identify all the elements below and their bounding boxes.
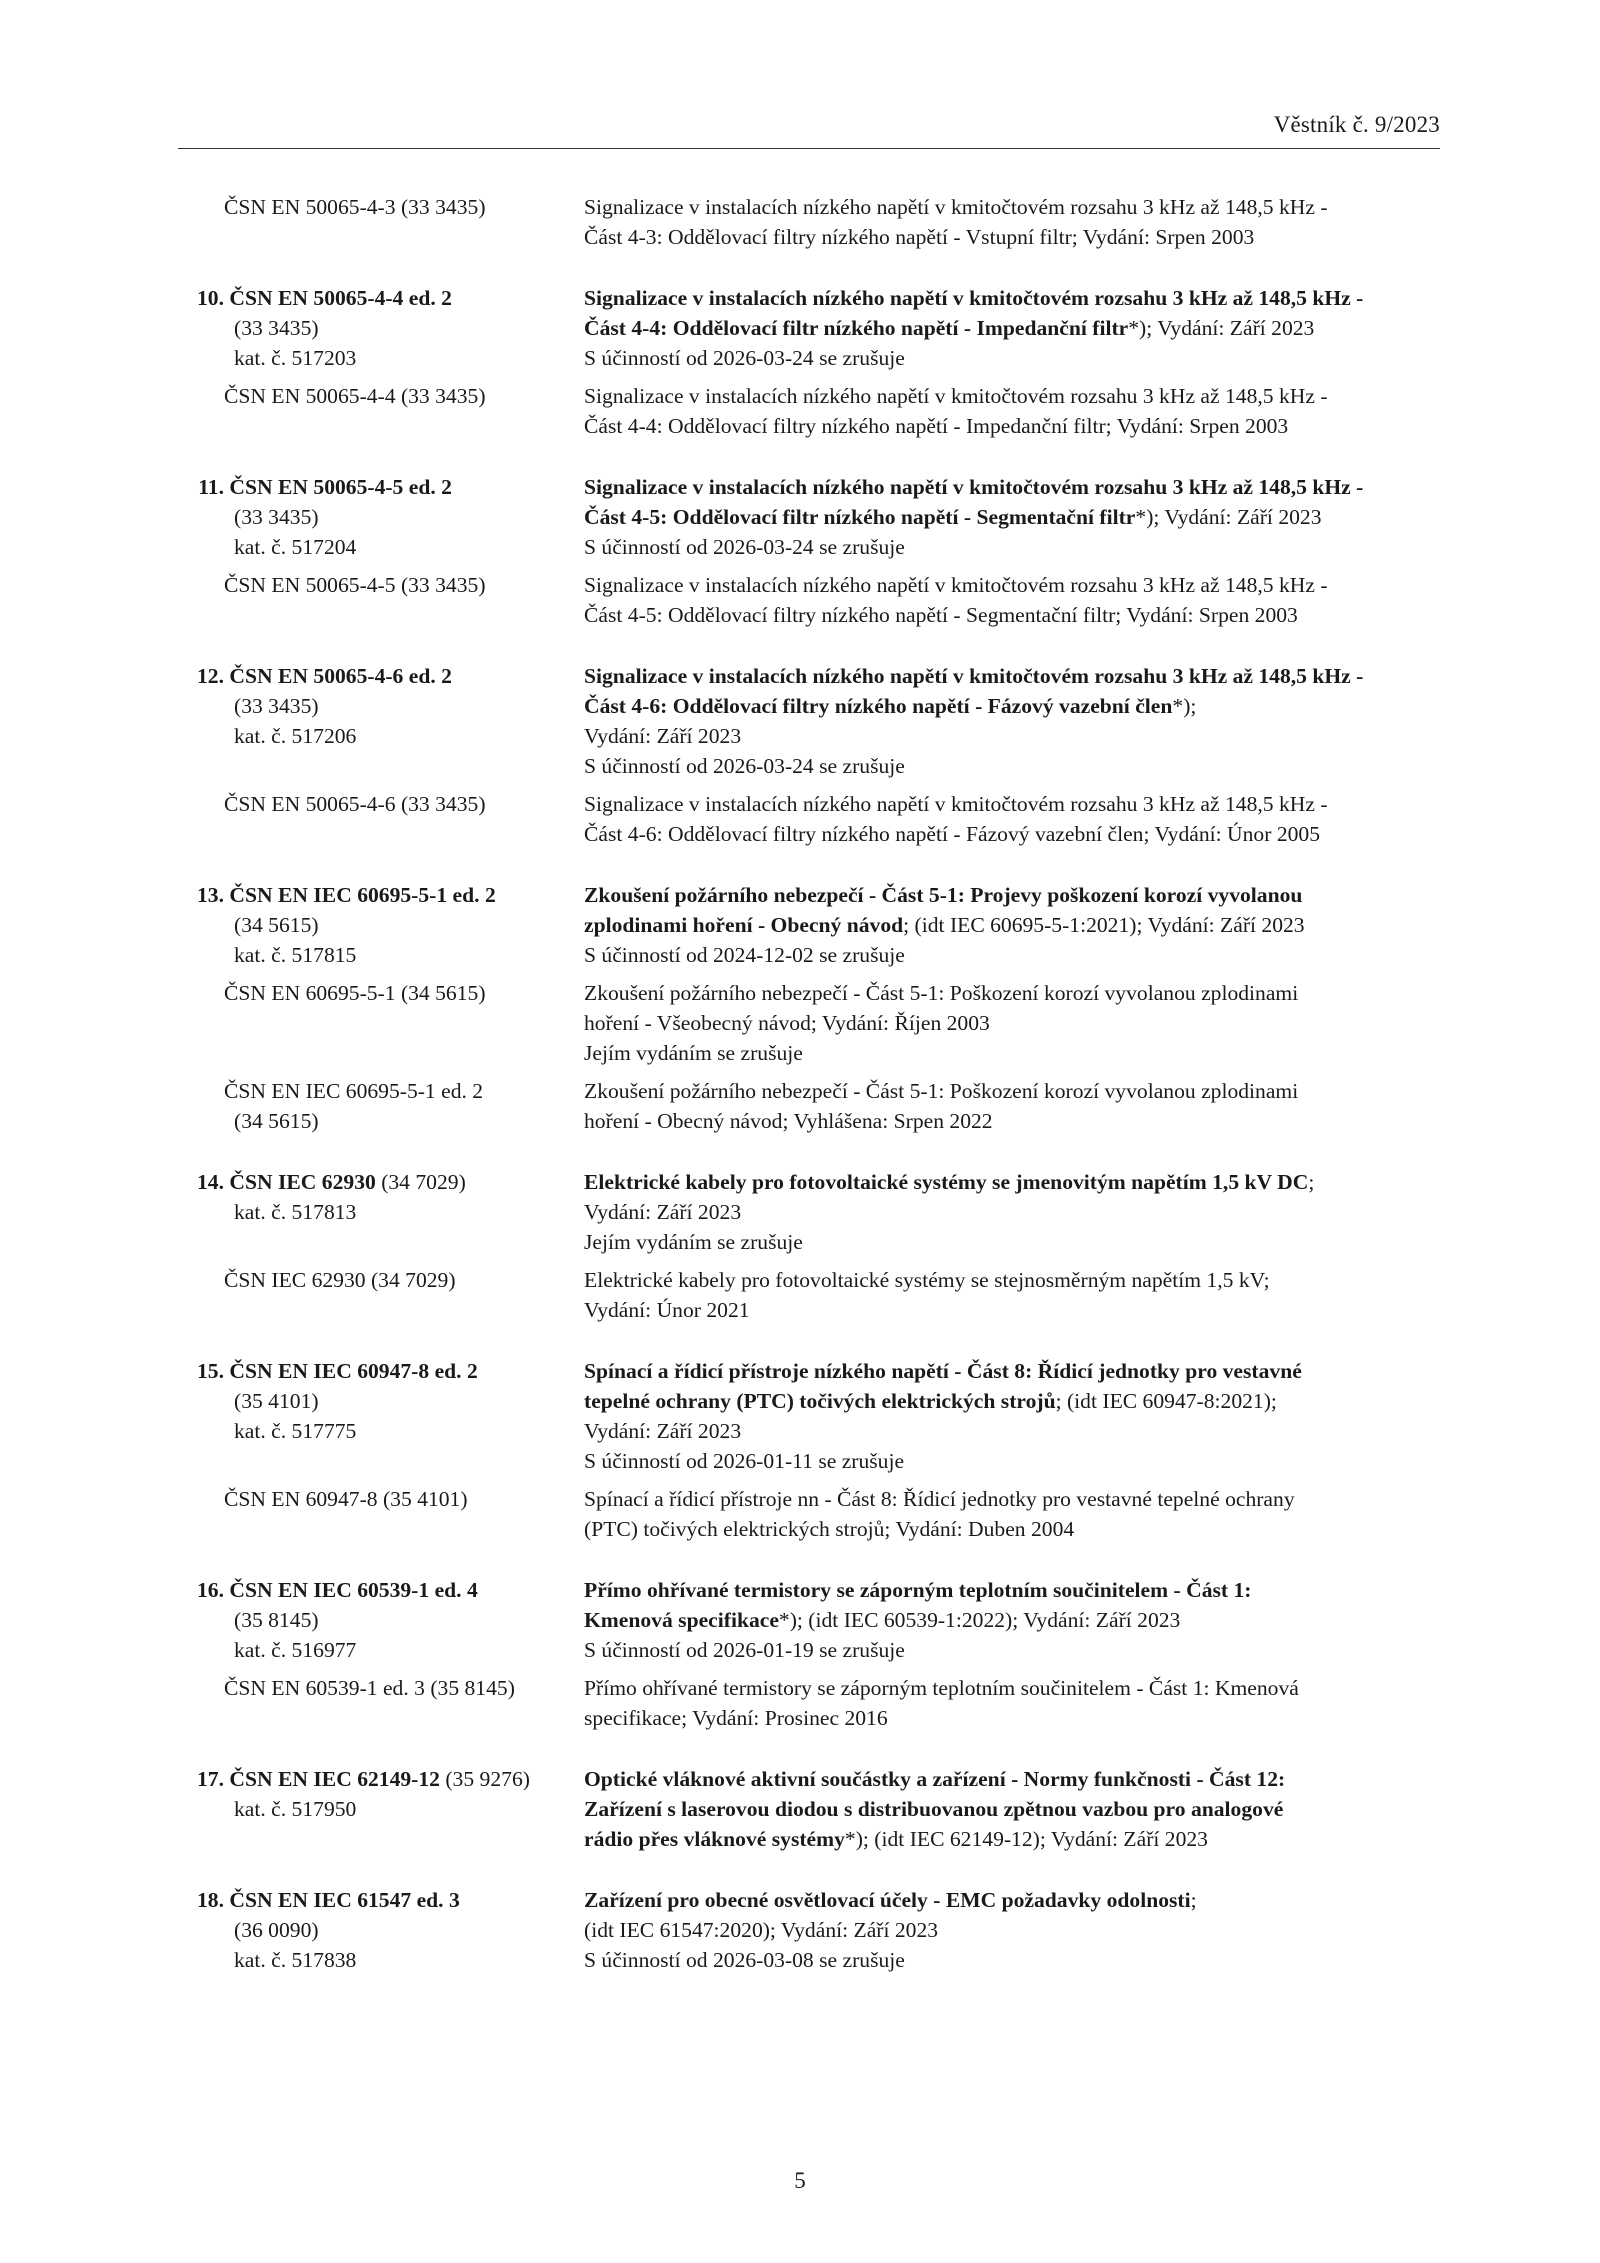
replaced-standard [178, 1265, 1458, 1325]
catalog-number: kat. č. 517813 [234, 1200, 357, 1224]
class-code: (33 3435) [234, 694, 319, 718]
withdrawal-note: S účinností od 2024-12-02 se zrušuje [584, 943, 905, 967]
issue-info: ; (idt IEC 60695-5-1:2021); Vydání: Září 2023 [903, 913, 1305, 937]
standard-title-line: hoření - Obecný návod; Vyhlášena: Srpen 2022 [584, 1109, 993, 1133]
standard-code: ČSN EN 50065-4-4 (33 3435) [224, 384, 486, 408]
class-code: (35 4101) [234, 1389, 319, 1413]
replaced-standard [178, 978, 1458, 1068]
catalog-number: kat. č. 517775 [234, 1419, 357, 1443]
withdrawal-note: S účinností od 2026-03-24 se zrušuje [584, 754, 905, 778]
standard-title-line: rádio přes vláknové systémy [584, 1827, 845, 1851]
standard-title-line: Zkoušení požárního nebezpečí - Část 5-1: Poškození korozí vyvolanou zplodinami [584, 1079, 1299, 1103]
standard-title-line: Signalizace v instalacích nízkého napětí v kmitočtovém rozsahu 3 kHz až 148,5 kHz - [584, 573, 1328, 597]
catalog-number: kat. č. 517950 [234, 1797, 357, 1821]
entry-number: 12. [197, 664, 224, 688]
standard-code: ČSN EN 50065-4-3 (33 3435) [224, 195, 486, 219]
standard-code: ČSN EN IEC 62149-12 [229, 1767, 440, 1791]
standard-title-line: Zařízení pro obecné osvětlovací účely - EMC požadavky odolnosti [584, 1888, 1191, 1912]
new-standard [178, 1764, 1458, 1854]
standard-title-line: Část 4-5: Oddělovací filtr nízkého napětí - Segmentační filtr [584, 505, 1136, 529]
standard-title-line: Signalizace v instalacích nízkého napětí v kmitočtovém rozsahu 3 kHz až 148,5 kHz - [584, 792, 1328, 816]
standard-code: ČSN EN 50065-4-5 ed. 2 [229, 475, 452, 499]
standard-title-line: tepelné ochrany (PTC) točivých elektrických strojů [584, 1389, 1056, 1413]
catalog-number: kat. č. 517203 [234, 346, 357, 370]
class-code: (36 0090) [234, 1918, 319, 1942]
new-standard [178, 880, 1458, 970]
standard-title-line: Elektrické kabely pro fotovoltaické systémy se stejnosměrným napětím 1,5 kV; [584, 1268, 1270, 1292]
issue-info: *); Vydání: Září 2023 [1135, 505, 1322, 529]
issue-info: *); (idt IEC 60539-1:2022); Vydání: Září 2023 [778, 1608, 1181, 1632]
issue-info: Vydání: Únor 2021 [584, 1298, 750, 1322]
page-number: 5 [794, 2168, 806, 2193]
catalog-number: kat. č. 517815 [234, 943, 357, 967]
issue-info: *); (idt IEC 62149-12); Vydání: Září 2023 [844, 1827, 1208, 1851]
standard-title-line: Signalizace v instalacích nízkého napětí v kmitočtovém rozsahu 3 kHz až 148,5 kHz - [584, 286, 1364, 310]
replaced-standard [178, 1484, 1458, 1544]
class-code: (34 5615) [234, 1109, 319, 1133]
standard-title-line: Optické vláknové aktivní součástky a zařízení - Normy funkčnosti - Část 12: [584, 1767, 1286, 1791]
standard-code: ČSN EN 50065-4-5 (33 3435) [224, 573, 486, 597]
class-code: (35 8145) [234, 1608, 319, 1632]
issue-info: ; (idt IEC 60947-8:2021); [1055, 1389, 1277, 1413]
standard-title-line: Část 4-4: Oddělovací filtr nízkého napětí - Impedanční filtr [584, 316, 1129, 340]
standard-title-line: Zkoušení požárního nebezpečí - Část 5-1: Poškození korozí vyvolanou zplodinami [584, 981, 1299, 1005]
entry-number: 17. [197, 1767, 224, 1791]
replaced-standard [178, 570, 1458, 630]
withdrawal-note: S účinností od 2026-01-11 se zrušuje [584, 1449, 905, 1473]
standard-title-line: Kmenová specifikace [584, 1608, 779, 1632]
entry-15 [178, 1356, 1458, 1544]
withdrawal-note: S účinností od 2026-01-19 se zrušuje [584, 1638, 905, 1662]
issue-info: Vydání: Září 2023 [584, 1200, 742, 1224]
new-standard [178, 472, 1458, 562]
entry-continued [178, 192, 1458, 252]
new-standard [178, 283, 1458, 373]
punctuation: ; [1190, 1888, 1197, 1912]
catalog-number: kat. č. 517838 [234, 1948, 357, 1972]
standard-code: ČSN EN IEC 60947-8 ed. 2 [229, 1359, 478, 1383]
standard-title-line: Spínací a řídicí přístroje nízkého napětí - Část 8: Řídicí jednotky pro vestavné [584, 1359, 1302, 1383]
withdrawal-note: Jejím vydáním se zrušuje [584, 1230, 803, 1254]
standards-list [178, 192, 1458, 2006]
replaced-standard [178, 1673, 1458, 1733]
replaced-standard [178, 192, 1458, 252]
new-standard [178, 1356, 1458, 1476]
withdrawal-note: S účinností od 2026-03-24 se zrušuje [584, 346, 905, 370]
issue-info: Vydání: Září 2023 [584, 724, 742, 748]
standard-title-line: Zařízení s laserovou diodou s distribuovanou zpětnou vazbou pro analogové [584, 1797, 1284, 1821]
standard-code: ČSN EN 60947-8 (35 4101) [224, 1487, 468, 1511]
standard-title-line: Signalizace v instalacích nízkého napětí v kmitočtovém rozsahu 3 kHz až 148,5 kHz - [584, 475, 1364, 499]
new-standard [178, 1885, 1458, 1975]
standard-title-line: Přímo ohřívané termistory se záporným teplotním součinitelem - Část 1: Kmenová [584, 1676, 1299, 1700]
standard-title-line: Přímo ohřívané termistory se záporným teplotním součinitelem - Část 1: [584, 1578, 1252, 1602]
standard-code: ČSN EN IEC 60539-1 ed. 4 [229, 1578, 478, 1602]
standard-title-line: Část 4-6: Oddělovací filtry nízkého napětí - Fázový vazební člen [584, 694, 1173, 718]
standard-title-line: Signalizace v instalacích nízkého napětí v kmitočtovém rozsahu 3 kHz až 148,5 kHz - [584, 384, 1328, 408]
entry-number: 10. [197, 286, 224, 310]
standard-code: ČSN EN IEC 60695-5-1 ed. 2 [229, 883, 496, 907]
issue-info: (idt IEC 61547:2020); Vydání: Září 2023 [584, 1918, 939, 1942]
journal-title: Věstník č. 9/2023 [1273, 112, 1440, 137]
withdrawal-note: S účinností od 2026-03-24 se zrušuje [584, 535, 905, 559]
standard-code: ČSN IEC 62930 (34 7029) [224, 1268, 456, 1292]
standard-title-line: Část 4-3: Oddělovací filtry nízkého napětí - Vstupní filtr; Vydání: Srpen 2003 [584, 225, 1255, 249]
replaced-standard [178, 1076, 1458, 1136]
entry-17 [178, 1764, 1458, 1854]
catalog-number: kat. č. 516977 [234, 1638, 357, 1662]
standard-title-line: (PTC) točivých elektrických strojů; Vydání: Duben 2004 [584, 1517, 1075, 1541]
standard-title-line: hoření - Všeobecný návod; Vydání: Říjen 2003 [584, 1011, 990, 1035]
class-code: (34 7029) [375, 1170, 466, 1194]
standard-title-line: Část 4-6: Oddělovací filtry nízkého napětí - Fázový vazební člen; Vydání: Únor 2005 [584, 822, 1321, 846]
entry-number: 11. [198, 475, 224, 499]
withdrawal-note: S účinností od 2026-03-08 se zrušuje [584, 1948, 905, 1972]
entry-11 [178, 472, 1458, 630]
replaced-standard [178, 789, 1458, 849]
new-standard [178, 661, 1458, 781]
standard-code: ČSN EN 60695-5-1 (34 5615) [224, 981, 486, 1005]
standard-code: ČSN EN 60539-1 ed. 3 (35 8145) [224, 1676, 515, 1700]
class-code: (35 9276) [439, 1767, 530, 1791]
standard-code: ČSN EN 50065-4-4 ed. 2 [229, 286, 452, 310]
entry-14 [178, 1167, 1458, 1325]
standard-title-line: Signalizace v instalacích nízkého napětí v kmitočtovém rozsahu 3 kHz až 148,5 kHz - [584, 195, 1328, 219]
standard-code: ČSN EN 50065-4-6 ed. 2 [229, 664, 452, 688]
standard-title-line: Elektrické kabely pro fotovoltaické systémy se jmenovitým napětím 1,5 kV DC [584, 1170, 1309, 1194]
standard-code: ČSN EN IEC 61547 ed. 3 [229, 1888, 460, 1912]
standard-title-line: Část 4-5: Oddělovací filtry nízkého napětí - Segmentační filtr; Vydání: Srpen 2003 [584, 603, 1298, 627]
class-code: (34 5615) [234, 913, 319, 937]
entry-number: 16. [197, 1578, 224, 1602]
entry-number: 15. [197, 1359, 224, 1383]
replaced-standard [178, 381, 1458, 441]
page-header [178, 112, 1440, 149]
new-standard [178, 1167, 1458, 1257]
entry-18 [178, 1885, 1458, 1975]
class-code: (33 3435) [234, 316, 319, 340]
issue-info: *); [1172, 694, 1197, 718]
standard-title-line: Spínací a řídicí přístroje nn - Část 8: Řídicí jednotky pro vestavné tepelné ochrany [584, 1487, 1295, 1511]
entry-number: 13. [197, 883, 224, 907]
issue-info: *); Vydání: Září 2023 [1128, 316, 1315, 340]
entry-number: 14. [197, 1170, 224, 1194]
entry-10 [178, 283, 1458, 441]
standard-code: ČSN EN IEC 60695-5-1 ed. 2 [224, 1079, 484, 1103]
entry-13 [178, 880, 1458, 1136]
class-code: (33 3435) [234, 505, 319, 529]
standard-title-line: zplodinami hoření - Obecný návod [584, 913, 904, 937]
punctuation: ; [1308, 1170, 1315, 1194]
withdrawal-note: Jejím vydáním se zrušuje [584, 1041, 803, 1065]
standard-code: ČSN IEC 62930 [229, 1170, 376, 1194]
new-standard [178, 1575, 1458, 1665]
entry-12 [178, 661, 1458, 849]
standard-code: ČSN EN 50065-4-6 (33 3435) [224, 792, 486, 816]
standard-title-line: Zkoušení požárního nebezpečí - Část 5-1: Projevy poškození korozí vyvolanou [584, 883, 1303, 907]
catalog-number: kat. č. 517206 [234, 724, 357, 748]
standard-title-line: specifikace; Vydání: Prosinec 2016 [584, 1706, 888, 1730]
standard-title-line: Část 4-4: Oddělovací filtry nízkého napětí - Impedanční filtr; Vydání: Srpen 2003 [584, 414, 1289, 438]
issue-info: Vydání: Září 2023 [584, 1419, 742, 1443]
entry-16 [178, 1575, 1458, 1733]
entry-number: 18. [197, 1888, 224, 1912]
standard-title-line: Signalizace v instalacích nízkého napětí v kmitočtovém rozsahu 3 kHz až 148,5 kHz - [584, 664, 1364, 688]
catalog-number: kat. č. 517204 [234, 535, 357, 559]
